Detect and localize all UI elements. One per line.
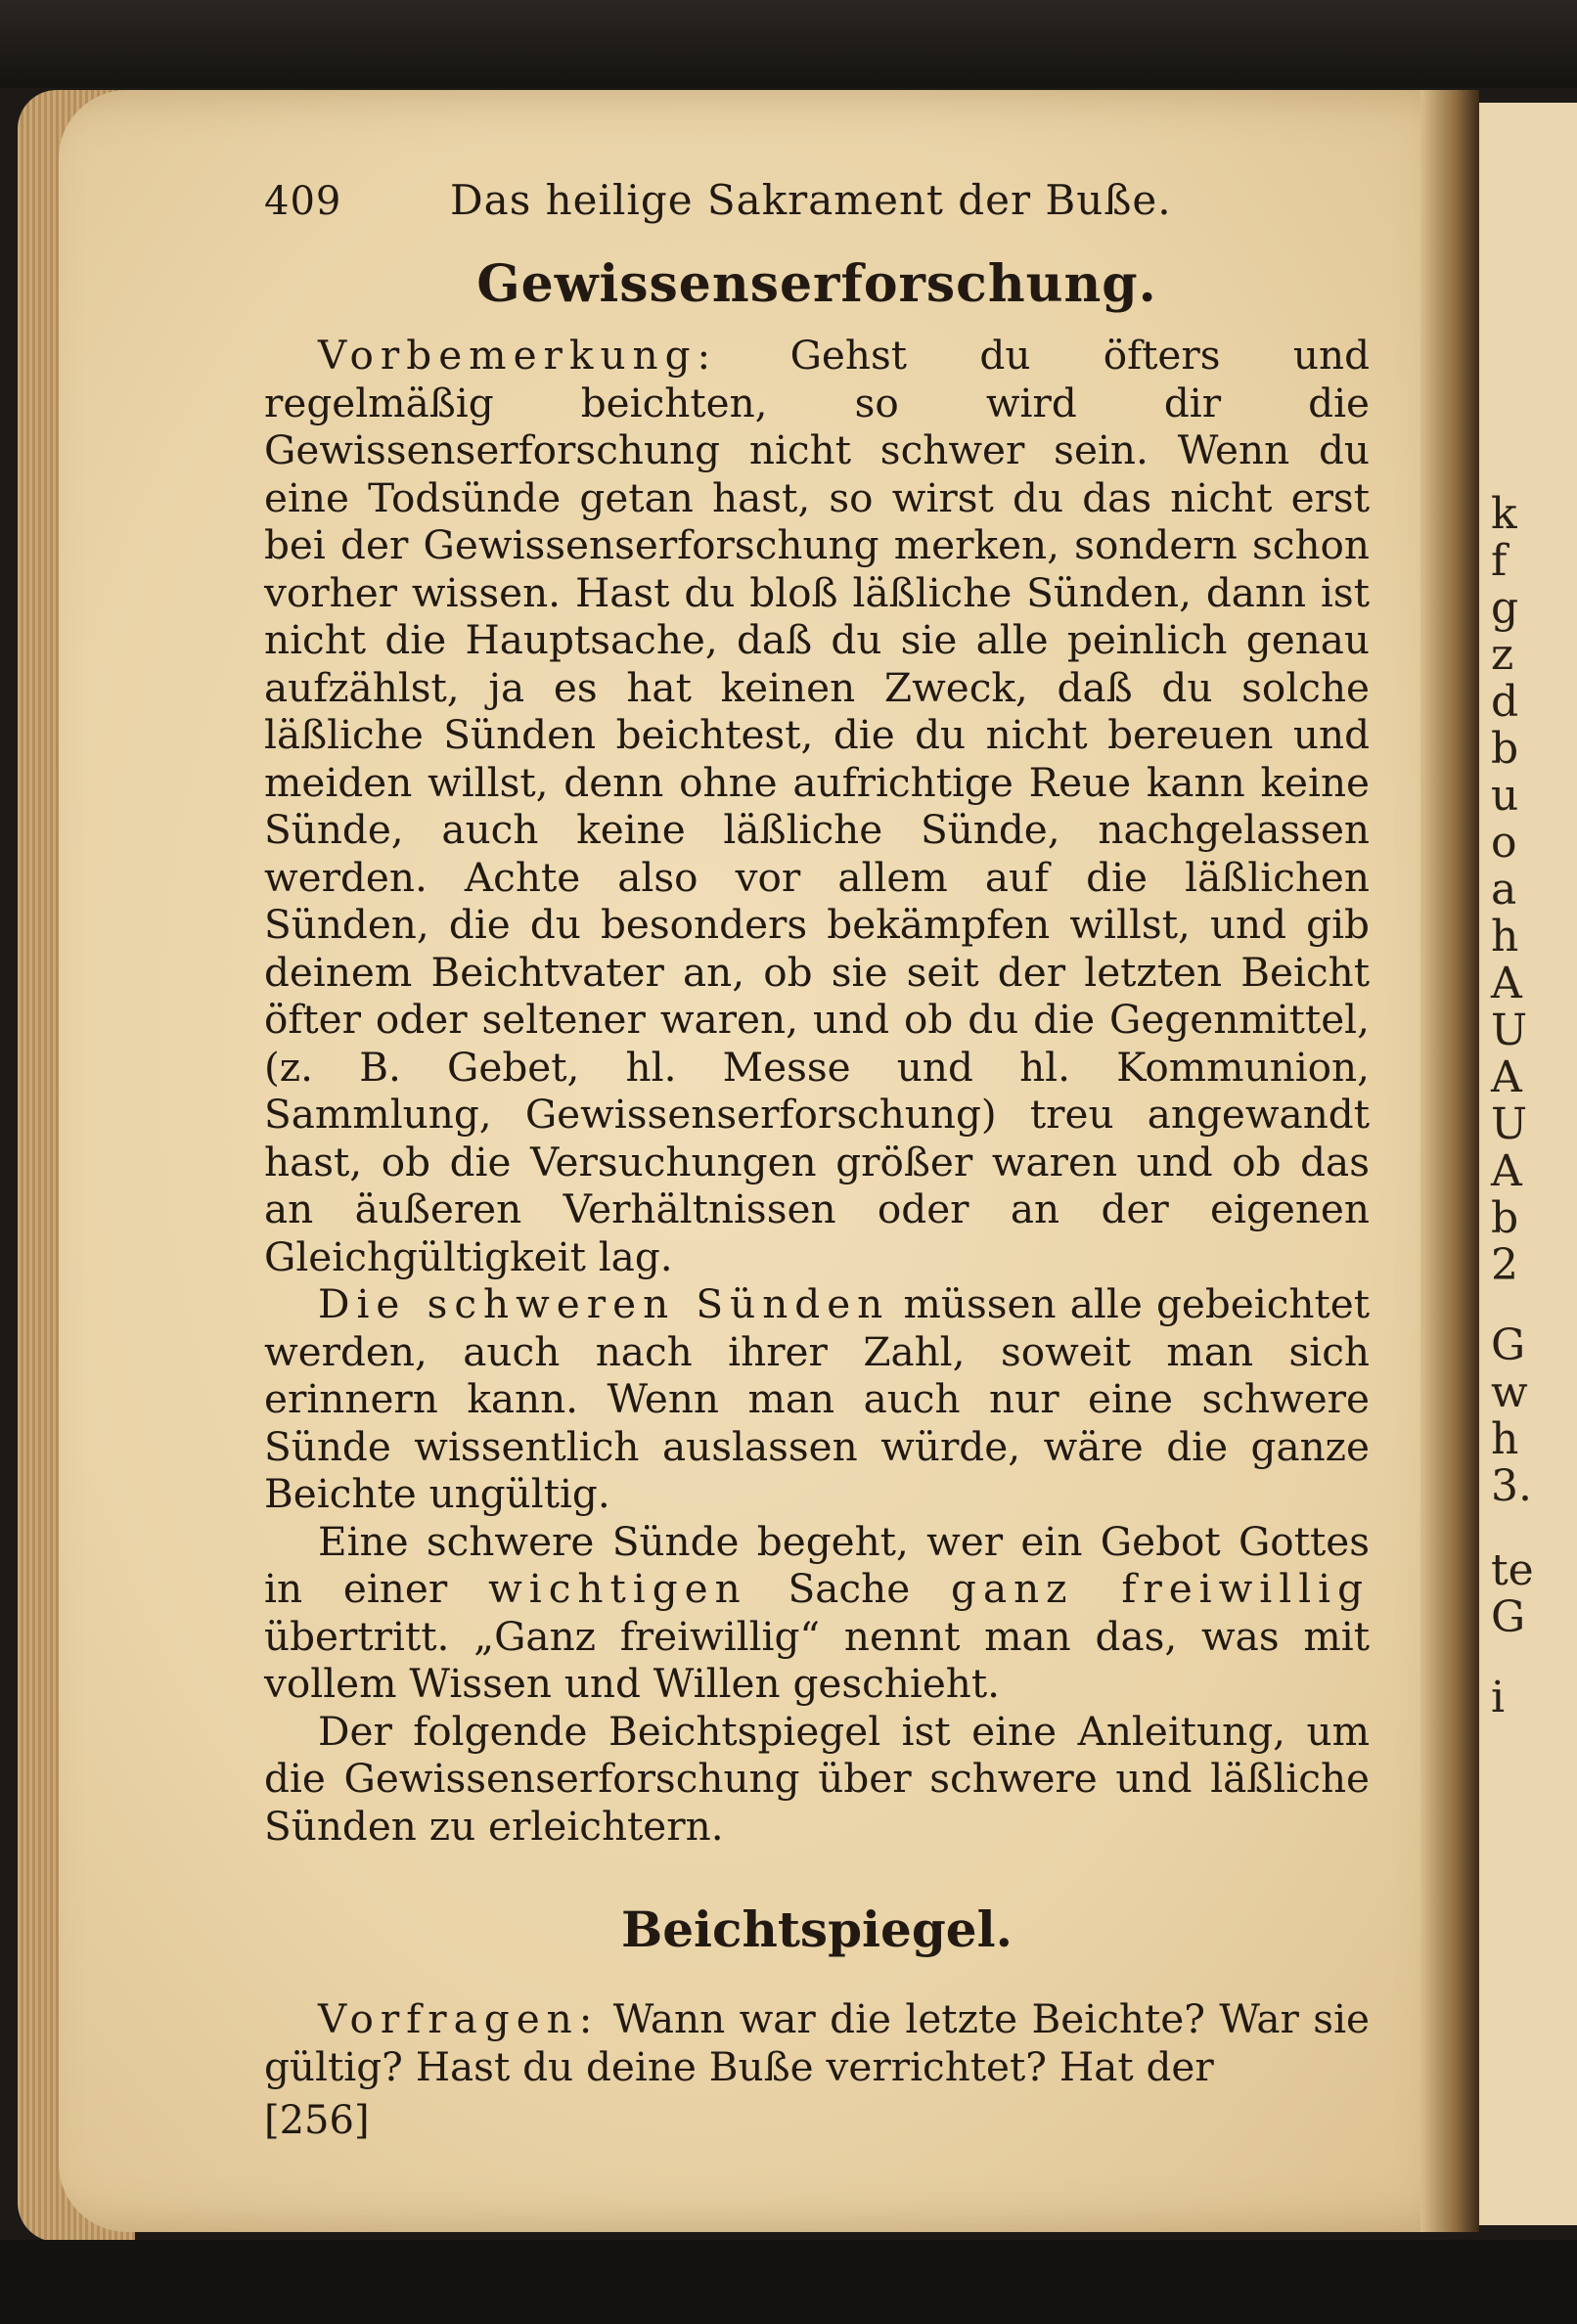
paragraph-text: Eine schwere Sünde begeht, wer ein Gebot Gottes in einer bbox=[264, 1517, 1370, 1612]
next-page-fragment bbox=[1479, 103, 1577, 2225]
next-page-char: a bbox=[1491, 865, 1517, 915]
paragraph-text: Gehst du öfters und regelmäßig beichten, so wird dir die Gewissenserforschung nicht schwer sein. Wenn du eine Todsünde getan hast, so wirst du das nicht erst bei der Gewissenserforschung merken, sondern schon vorher wissen. Hast du bloß läßliche Sünden, dann ist nicht die Hauptsache, daß du sie alle peinlich genau aufzählst, ja es hat keinen Zweck, daß du solche läßliche Sünden beichtest, die du nicht bereuen und meiden willst, denn ohne aufrichtige Reue kann keine Sünde, auch keine läßliche Sünde, nachgelassen werden. Achte also vor allem auf die läßlichen Sünden, die du besonders bekämpfen willst, und gib deinem Beichtvater an, ob sie seit der letzten Beicht öfter oder seltener waren, und ob du die Gegenmittel, (z. B. Gebet, hl. Messe und hl. Kommunion, Sammlung, Gewissenserforschung) treu angewandt hast, ob die Versuchungen größer waren und ob das an äußeren Verhältnissen oder an der eigenen Gleichgültigkeit lag. bbox=[264, 332, 1370, 1280]
paragraph-vorbemerkung bbox=[264, 332, 1370, 1280]
next-page-char: u bbox=[1491, 771, 1519, 821]
running-title: Das heilige Sakrament der Buße. bbox=[450, 176, 1172, 224]
next-page-char: A bbox=[1491, 1146, 1522, 1196]
next-page-char: d bbox=[1491, 677, 1519, 727]
next-page-char: b bbox=[1491, 724, 1519, 774]
emphasis-wichtigen: wichtigen bbox=[488, 1565, 747, 1612]
next-page-char: 3. bbox=[1491, 1461, 1532, 1511]
next-page-char: G bbox=[1491, 1320, 1526, 1370]
book-cover-top bbox=[0, 0, 1577, 88]
next-page-char: h bbox=[1491, 1414, 1519, 1464]
next-page-char: 2 bbox=[1491, 1240, 1518, 1290]
next-page-char: A bbox=[1491, 959, 1522, 1008]
paragraph-text: Sache bbox=[788, 1565, 911, 1612]
paragraph-text: Wann war die letzte Beichte? War sie gültig? Hast du deine Buße verrichtet? Hat der bbox=[264, 1995, 1371, 2090]
emphasis-ganz-freiwillig: ganz freiwillig bbox=[951, 1565, 1371, 1612]
book-cover-bottom bbox=[0, 2240, 1577, 2324]
paragraph-text: müssen alle gebeichtet werden, auch nach ihrer Zahl, soweit man sich erinnern kann. Wenn man auch nur eine schwere Sünde wissentlich auslassen würde, wäre die ganze Beichte ungültig. bbox=[264, 1280, 1371, 1517]
paragraph-lead: Vorbemerkung: bbox=[318, 332, 718, 379]
next-page-char: k bbox=[1491, 489, 1517, 539]
paragraph-beichtspiegel-intro bbox=[264, 1708, 1370, 1851]
section-heading-beichtspiegel: Beichtspiegel. bbox=[620, 1900, 1014, 1958]
next-page-char: w bbox=[1491, 1367, 1528, 1417]
paragraph-vorfragen bbox=[264, 1995, 1370, 2090]
next-page-char: i bbox=[1491, 1673, 1506, 1722]
next-page-char: g bbox=[1491, 583, 1519, 633]
next-page-char: A bbox=[1491, 1052, 1522, 1102]
paragraph-text: Der folgende Beichtspiegel ist eine Anleitung, um die Gewissenserforschung über schwere und läßliche Sünden zu erleichtern. bbox=[264, 1707, 1370, 1850]
paragraph-text: übertritt. „Ganz freiwillig“ nennt man das, was mit vollem Wissen und Willen geschieht. bbox=[264, 1612, 1370, 1707]
paragraph-schwere-suenden bbox=[264, 1280, 1370, 1518]
section-heading-gewissenserforschung: Gewissenserforschung. bbox=[476, 254, 1157, 314]
next-page-char: o bbox=[1491, 818, 1517, 868]
page-number: 409 bbox=[264, 179, 342, 224]
next-page-char: te bbox=[1491, 1545, 1534, 1595]
next-page-char: h bbox=[1491, 912, 1519, 961]
page-content bbox=[264, 176, 1370, 2090]
paragraph-lead: Die schweren Sünden bbox=[318, 1280, 890, 1327]
next-page-char: z bbox=[1491, 630, 1514, 680]
running-header bbox=[264, 176, 1370, 245]
book-gutter bbox=[1420, 90, 1479, 2232]
next-page-char: f bbox=[1491, 536, 1508, 586]
next-page-char: U bbox=[1491, 1099, 1528, 1149]
next-page-char: G bbox=[1491, 1592, 1526, 1642]
paragraph-lead: Vorfragen: bbox=[318, 1995, 600, 2042]
next-page-char: U bbox=[1491, 1006, 1528, 1055]
paragraph-definition bbox=[264, 1518, 1370, 1708]
next-page-char: b bbox=[1491, 1193, 1519, 1243]
signature-mark: [256] bbox=[264, 2098, 370, 2143]
